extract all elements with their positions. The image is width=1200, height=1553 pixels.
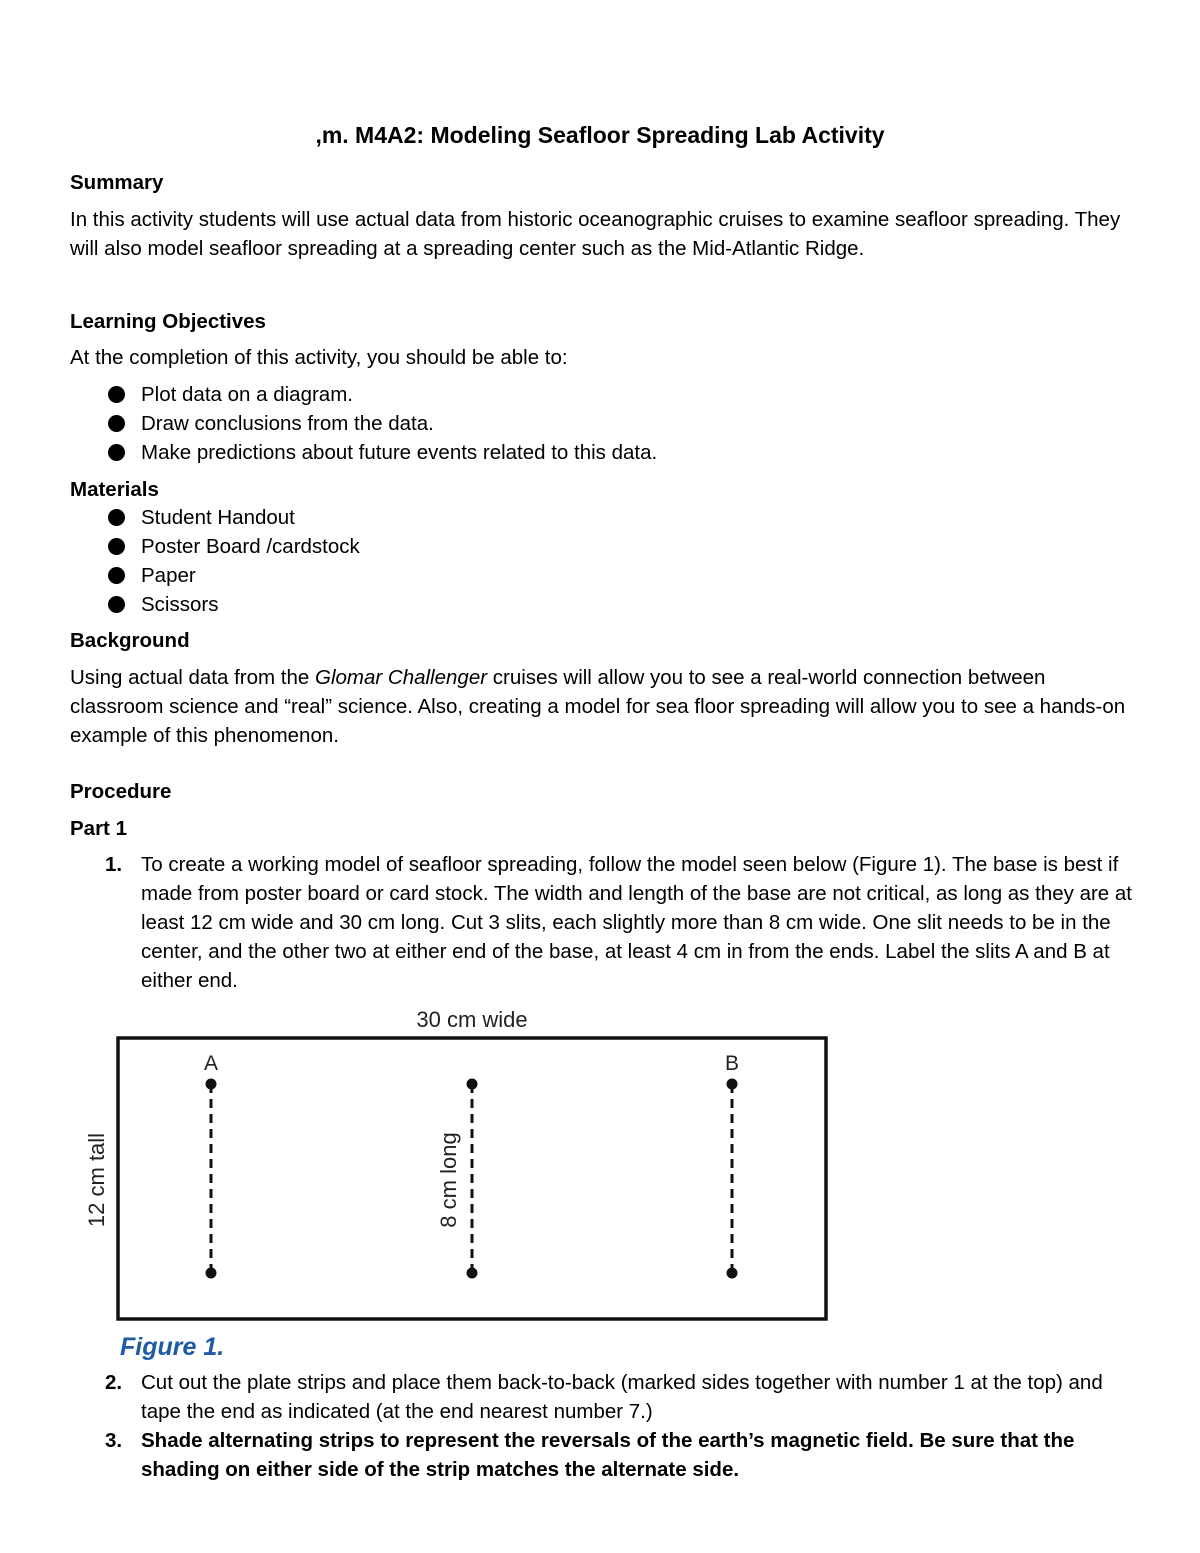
slit-diagram: [80, 1002, 840, 1332]
objectives-list: [108, 380, 657, 467]
objectives-intro: At the completion of this activity, you should be able to:: [70, 346, 568, 369]
height-label: 12 cm tall: [84, 1132, 109, 1228]
step-number: 2.: [105, 1371, 123, 1394]
step-number: 1.: [105, 853, 123, 876]
bullet-icon: [108, 509, 125, 526]
step-text: Shade alternating strips to represent the reversals of the earth’s magnetic field. Be sure that the shading on either side of the strip matches the alternate side.: [141, 1429, 1075, 1481]
step-text: To create a working model of seafloor spreading, follow the model seen below (Figure 1). The base is best if made from poster board or card stock. The width and length of the base are not critical, as long as they are at least 12 cm wide and 30 cm long. Cut 3 slits, each slightly more than 8 cm wide. One slit needs to be in the center, and the other two at either end of the base, at least 4 cm in from the ends. Label the slits A and B at either end.: [141, 853, 1132, 992]
background-text: Using actual data from the Glomar Challenger cruises will allow you to see a real-world connection between classroom science and “real” science. Also, creating a model for sea floor spreading will allow you to see a hands-on example of this phenomenon.: [70, 666, 1126, 747]
procedure-steps-2: [105, 1368, 1135, 1426]
bullet-icon: [108, 567, 125, 584]
list-item: Draw conclusions from the data.: [108, 409, 657, 438]
slit-length-label: 8 cm long: [436, 1132, 461, 1228]
list-item: Paper: [108, 561, 360, 590]
list-item: Poster Board /cardstock: [108, 532, 360, 561]
slit-b-label: B: [724, 1052, 740, 1075]
bullet-icon: [108, 415, 125, 432]
summary-heading: Summary: [70, 171, 164, 194]
page-title: ,m. M4A2: Modeling Seafloor Spreading Lab Activity: [315, 122, 885, 148]
bullet-icon: [108, 538, 125, 555]
slit-a-label: A: [203, 1052, 219, 1075]
summary-text: In this activity students will use actual data from historic oceanographic cruises to examine seafloor spreading. They will also model seafloor spreading at a spreading center such as the Mid-Atlantic Ridge.: [70, 208, 1121, 260]
procedure-heading: Procedure: [70, 780, 172, 803]
list-item: Make predictions about future events related to this data.: [108, 438, 657, 467]
list-item: Scissors: [108, 590, 360, 619]
slit-a: [206, 1079, 217, 1279]
list-item: Plot data on a diagram.: [108, 380, 657, 409]
width-label: 30 cm wide: [416, 1007, 528, 1032]
objectives-heading: Learning Objectives: [70, 310, 266, 333]
step-text: Cut out the plate strips and place them back-to-back (marked sides together with number 1 at the top) and tape the end as indicated (at the end nearest number 7.): [141, 1371, 1103, 1423]
background-heading: Background: [70, 629, 190, 652]
figure-1: [80, 1002, 840, 1340]
list-item: Student Handout: [108, 503, 360, 532]
bullet-icon: [108, 596, 125, 613]
list-item: [105, 1368, 1135, 1426]
ship-name: Glomar Challenger: [315, 666, 488, 689]
materials-list: [108, 503, 360, 619]
list-item: [105, 850, 1135, 995]
procedure-steps-3: [105, 1426, 1135, 1484]
list-item: [105, 1426, 1135, 1484]
procedure-steps-1: [105, 850, 1135, 995]
bullet-icon: [108, 386, 125, 403]
slit-b: [727, 1079, 738, 1279]
slit-center: [467, 1079, 478, 1279]
part-heading: Part 1: [70, 817, 127, 840]
step-number: 3.: [105, 1429, 123, 1452]
materials-heading: Materials: [70, 478, 159, 501]
figure-caption: Figure 1.: [120, 1333, 225, 1361]
bullet-icon: [108, 444, 125, 461]
